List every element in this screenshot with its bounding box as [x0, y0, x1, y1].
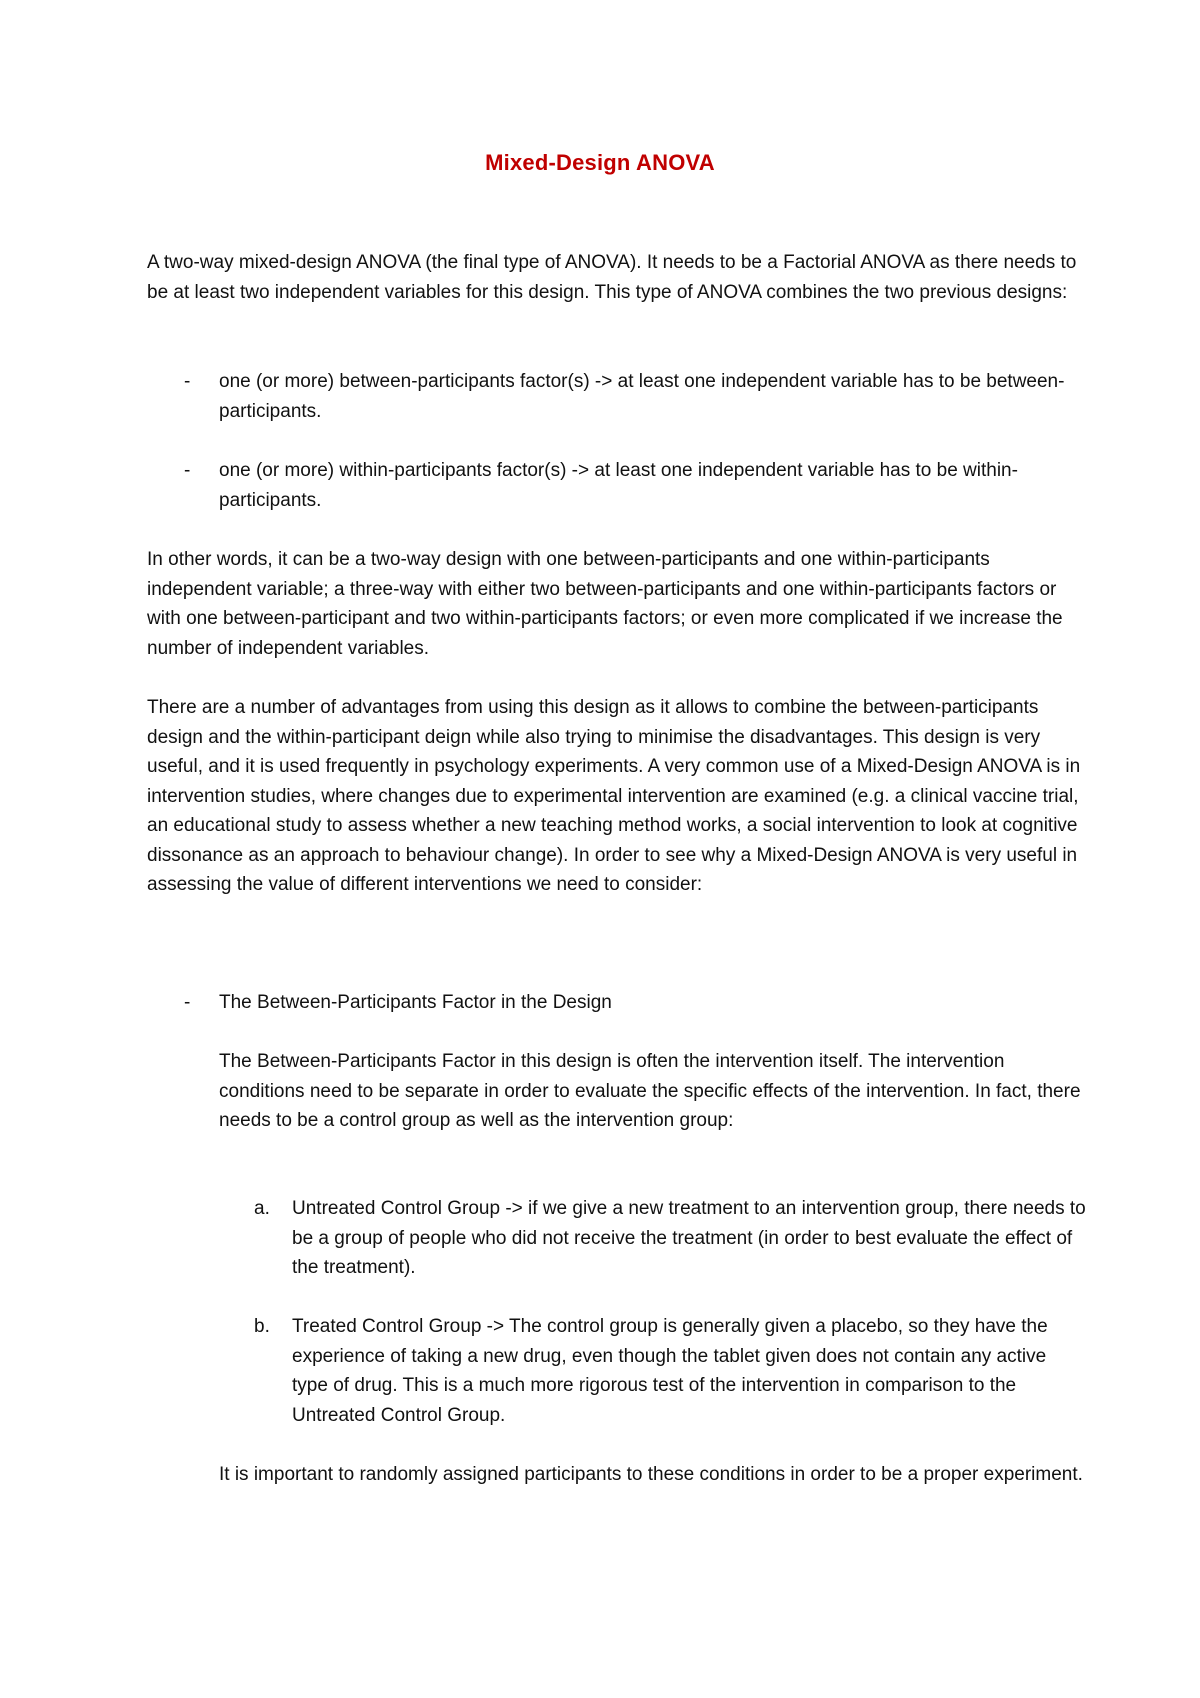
between-section-heading-item [147, 988, 1082, 1018]
control-group-item [254, 1194, 1084, 1284]
between-section-heading: The Between-Participants Factor in the Design [219, 992, 612, 1013]
advantages-paragraph-block [147, 693, 1082, 900]
control-group-item-text-block [292, 1194, 1087, 1283]
design-list-item-text-block [219, 456, 1082, 515]
list-dash-marker: - [184, 371, 191, 392]
closing-paragraph: It is important to randomly assigned participants to these conditions in order to be a proper experiment. [219, 1464, 1083, 1485]
advantages-paragraph: There are a number of advantages from using this design as it allows to combine the between-participants design and the within-participant deign while also trying to minimise the disadvantages. This design is very useful, and it is used frequently in psychology experiments. A very common use of a Mixed-Design ANOVA is in intervention studies, where changes due to experimental intervention are examined (e.g. a clinical vaccine trial, an educational study to assess whether a new teaching method works, a social intervention to look at cognitive dissonance as an approach to behaviour change). In order to see why a Mixed-Design ANOVA is very useful in assessing the value of different interventions we need to consider: [147, 697, 1081, 895]
design-list-item [147, 456, 1082, 516]
intro-paragraph: A two-way mixed-design ANOVA (the final type of ANOVA). It needs to be a Factorial ANOVA as there needs to be at least two independent variables for this design. This type of ANOVA combines the two previous designs: [147, 252, 1077, 303]
between-section-heading-block [219, 988, 1082, 1018]
other-words-paragraph: In other words, it can be a two-way design with one between-participants and one within-participants independent variable; a three-way with either two between-participants and one within-participants factors or with one between-participant and two within-participants factors; or even more complicated if we increase the number of independent variables. [147, 549, 1063, 659]
list-letter-marker: a. [254, 1198, 270, 1219]
control-group-item [254, 1312, 1084, 1432]
between-section-description: The Between-Participants Factor in this design is often the intervention itself. The intervention conditions need to be separate in order to evaluate the specific effects of the intervention. In fact, there needs to be a control group as well as the intervention group: [219, 1051, 1081, 1131]
design-list-item-text-block [219, 367, 1082, 426]
intro-paragraph-block [147, 248, 1082, 307]
between-section-description-block [219, 1047, 1085, 1136]
control-group-item-text-block [292, 1312, 1087, 1430]
control-group-item-text: Treated Control Group -> The control group is generally given a placebo, so they have the experience of taking a new drug, even though the tablet given does not contain any active type of drug. This is a much more rigorous test of the intervention in comparison to the Untreated Control Group. [292, 1316, 1048, 1426]
list-letter-marker: b. [254, 1316, 270, 1337]
design-list-item [147, 367, 1082, 427]
closing-paragraph-block [219, 1460, 1085, 1490]
other-words-paragraph-block [147, 545, 1082, 663]
document-title: Mixed-Design ANOVA [485, 150, 715, 175]
design-list-item-text: one (or more) between-participants factor(s) -> at least one independent variable has to be between-participants. [219, 371, 1065, 422]
list-dash-marker: - [184, 992, 191, 1013]
control-group-item-text: Untreated Control Group -> if we give a new treatment to an intervention group, there needs to be a group of people who did not receive the treatment (in order to best evaluate the effect of the treatment). [292, 1198, 1086, 1278]
design-list-item-text: one (or more) within-participants factor(s) -> at least one independent variable has to be within-participants. [219, 460, 1018, 511]
list-dash-marker: - [184, 460, 191, 481]
